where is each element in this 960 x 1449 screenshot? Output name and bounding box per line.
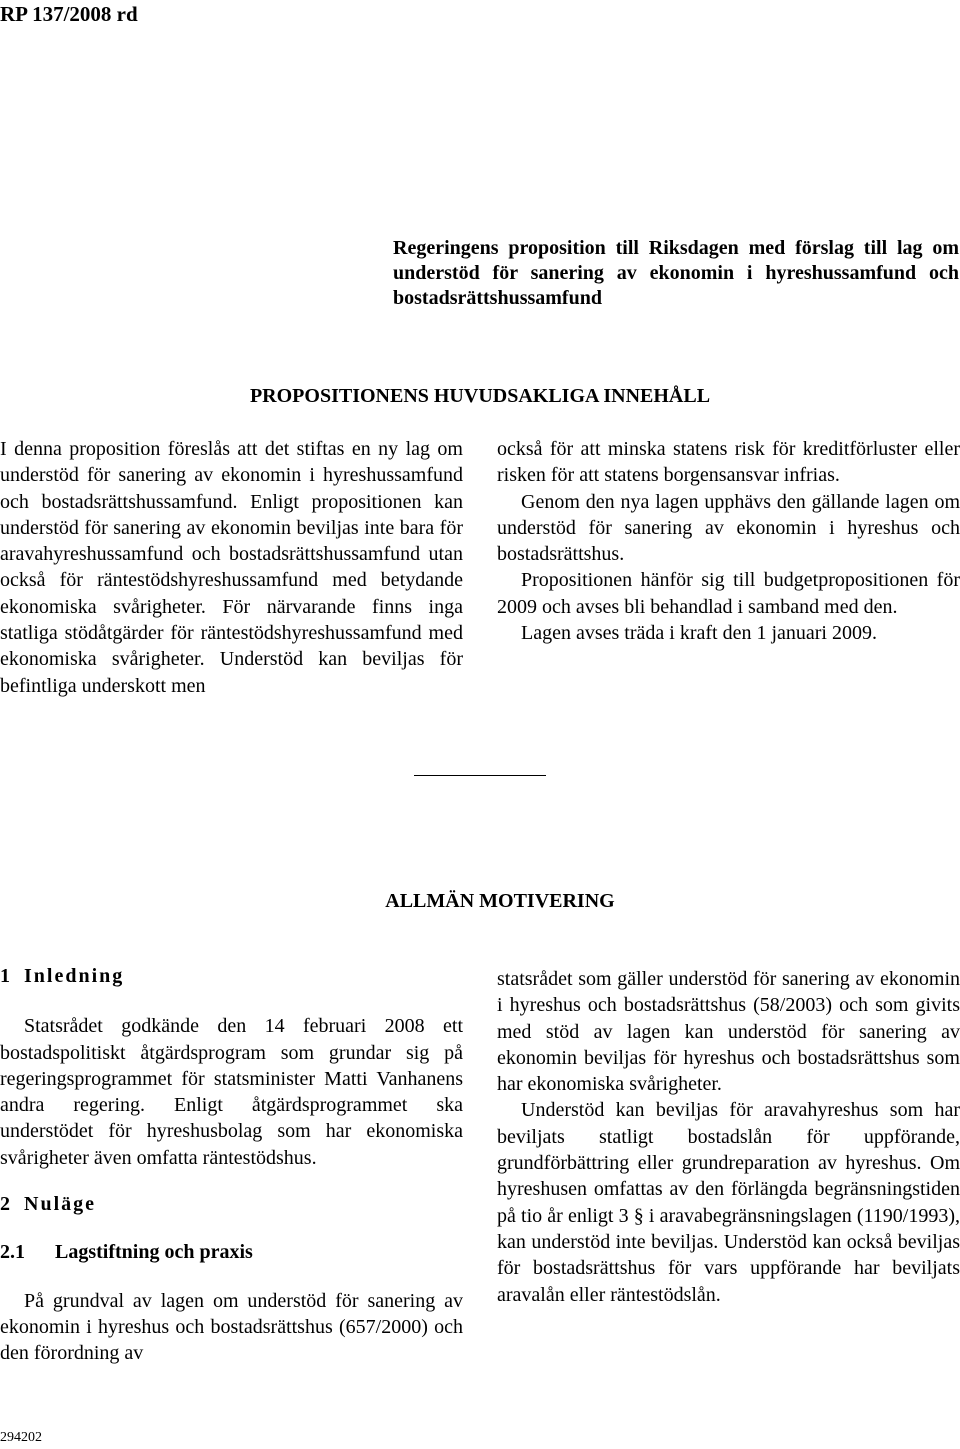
heading-number: 2.1 (0, 1241, 25, 1264)
proposition-title: Regeringens proposition till Riksdagen med förslag till lag om understöd för sanering av ekonomin i hyreshussamfund och bostadsrättshussamfund (393, 237, 959, 309)
section-heading-motivering: ALLMÄN MOTIVERING (385, 890, 615, 912)
section-heading-main-content: PROPOSITIONENS HUVUDSAKLIGA INNEHÅLL (249, 385, 711, 407)
section-divider (414, 775, 546, 776)
main-content-paragraph: Propositionen hänför sig till budgetpropositionen för 2009 och avses bli behandlad i samband med den. (497, 569, 960, 618)
main-content-paragraph: Lagen avses träda i kraft den 1 januari 2009. (521, 622, 877, 645)
main-content-left-column (0, 436, 463, 699)
motivering-paragraph: statsrådet som gäller understöd för sanering av ekonomin i hyreshus och bostadsrättshus (58/2003) och som givits med stöd av lagen kan understöd för sanering av ekonomin beviljas för hyreshus och bostadsrättshus som har ekonomiska svårigheter. (497, 968, 960, 1096)
heading-text: Lagstiftning och praxis (55, 1241, 253, 1264)
heading-number: 2 (0, 1193, 10, 1216)
main-content-paragraph: I denna proposition föreslås att det stiftas en ny lag om understöd för sanering av ekonomin i hyreshussamfund och bostadsrättshussamfund. Enligt propositionen kan understöd för sanering av ekonomin beviljas inte bara för aravahyreshussamfund och bostadsrättshussamfund utan också för räntestödshyreshussamfund med betydande ekonomiska svårigheter. För närvarande finns inga statliga stödåtgärder för räntestödshyreshussamfund med ekonomiska svårigheter. Understöd kan beviljas för befintliga underskott men (0, 438, 463, 697)
main-content-right-column (497, 436, 960, 646)
main-content-paragraph: också för att minska statens risk för kreditförluster eller risken för att statens borgensansvar infrias. (497, 438, 960, 487)
main-content-paragraph: Genom den nya lagen upphävs den gällande lagen om understöd för sanering av ekonomin i hyreshus och bostadsrättshus. (497, 490, 960, 566)
motivering-left-column (0, 963, 463, 1367)
heading-text: Nuläge (24, 1193, 96, 1216)
footer-code: 294202 (0, 1430, 42, 1445)
heading-inledning (0, 963, 463, 989)
paragraph-inledning: Statsrådet godkände den 14 februari 2008 ett bostadspolitiskt åtgärdsprogram som grundar sig på regeringsprogrammet för statsminister Matti Vanhanens andra regering. Enligt åtgärdsprogrammet ska understödet för hyreshusbolag som har ekonomiska svårigheter även omfatta räntestödshus. (0, 1015, 463, 1169)
paragraph-lagstiftning: På grundval av lagen om understöd för sanering av ekonomin i hyreshus och bostadsrättshus (657/2000) och den förordning av (0, 1289, 463, 1365)
motivering-paragraph: Understöd kan beviljas för aravahyreshus som har beviljats statligt bostadslån för uppförande, grundförbättring eller grundreparation av hyreshus. Om hyreshusen omfattas av den förlängda begränsningstiden på tio år enligt 3 § i aravabegränsningslagen (1190/1993), kan understöd inte beviljas. Understöd kan också beviljas för bostadsrättshus för vars uppförande har beviljats aravalån eller räntestödslån. (497, 1099, 960, 1306)
document-reference: RP 137/2008 rd (0, 2, 138, 26)
motivering-right-column (497, 966, 960, 1308)
heading-text: Inledning (24, 965, 125, 987)
heading-nulage (0, 1191, 463, 1217)
heading-number: 1 (0, 965, 10, 987)
heading-lagstiftning (0, 1239, 463, 1265)
